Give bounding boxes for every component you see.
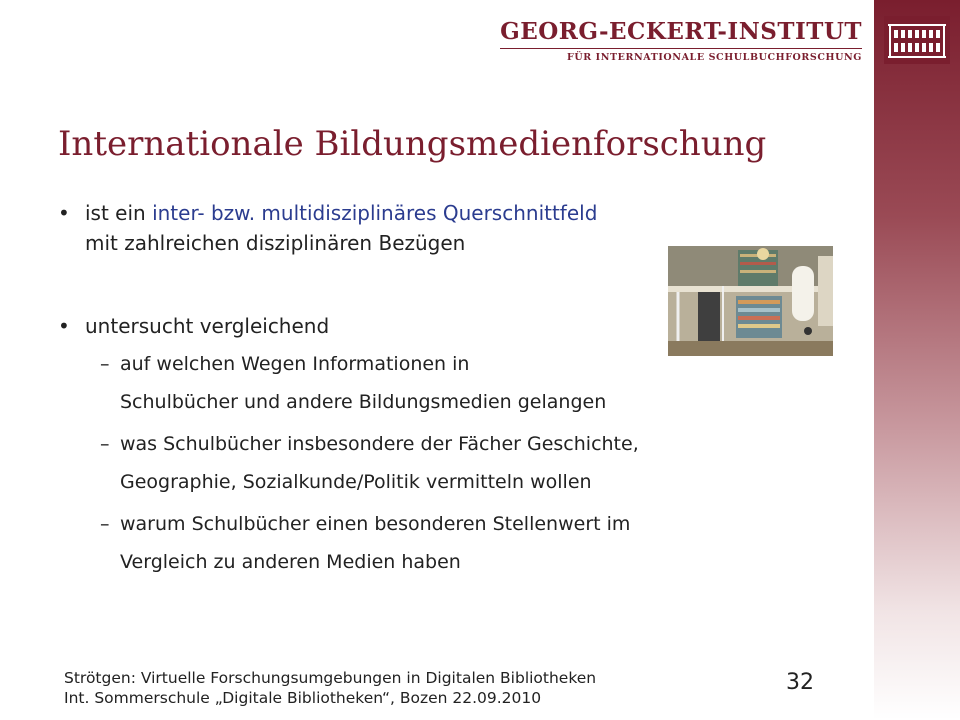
side-gradient-band bbox=[874, 0, 960, 720]
sub-item-line-2: Vergleich zu anderen Medien haben bbox=[120, 551, 461, 573]
sub-item bbox=[58, 505, 818, 581]
sub-item bbox=[58, 345, 818, 421]
bullet-1-highlight: inter- bzw. multidisziplinäres Querschnittfeld bbox=[152, 201, 598, 225]
slide-footer bbox=[64, 668, 596, 708]
sub-item-dash: – bbox=[100, 353, 110, 375]
institute-name: GEORG-ECKERT-INSTITUT bbox=[500, 18, 862, 45]
bullet-1-suffix: mit zahlreichen disziplinären Bezügen bbox=[85, 231, 466, 255]
building-logo-icon bbox=[884, 16, 950, 64]
sub-item-line-2: Schulbücher und andere Bildungsmedien gelangen bbox=[120, 391, 607, 413]
slide-title: Internationale Bildungsmedienforschung bbox=[58, 124, 767, 164]
footer-line-2: Int. Sommerschule „Digitale Bibliotheken“, Bozen 22.09.2010 bbox=[64, 689, 542, 707]
logo-divider bbox=[500, 48, 862, 49]
sub-item-line-1: auf welchen Wegen Informationen in bbox=[120, 353, 470, 375]
sub-item-dash: – bbox=[100, 513, 110, 535]
sub-item-line-1: warum Schulbücher einen besonderen Stellenwert im bbox=[120, 513, 631, 535]
sub-item bbox=[58, 425, 818, 501]
sub-item-dash: – bbox=[100, 433, 110, 455]
library-photo bbox=[668, 246, 833, 356]
sub-item-line-2: Geographie, Sozialkunde/Politik vermitteln wollen bbox=[120, 471, 592, 493]
footer-line-1: Strötgen: Virtuelle Forschungsumgebungen in Digitalen Bibliotheken bbox=[64, 669, 597, 687]
bullet-1-prefix: ist ein bbox=[85, 201, 153, 225]
page-number: 32 bbox=[786, 670, 814, 695]
bullet-item-2: • untersucht vergleichend bbox=[58, 311, 818, 341]
institute-subtitle: FÜR INTERNATIONALE SCHULBUCHFORSCHUNG bbox=[567, 52, 862, 63]
institute-logo-text bbox=[500, 18, 862, 63]
sub-item-line-1: was Schulbücher insbesondere der Fächer Geschichte, bbox=[120, 433, 639, 455]
